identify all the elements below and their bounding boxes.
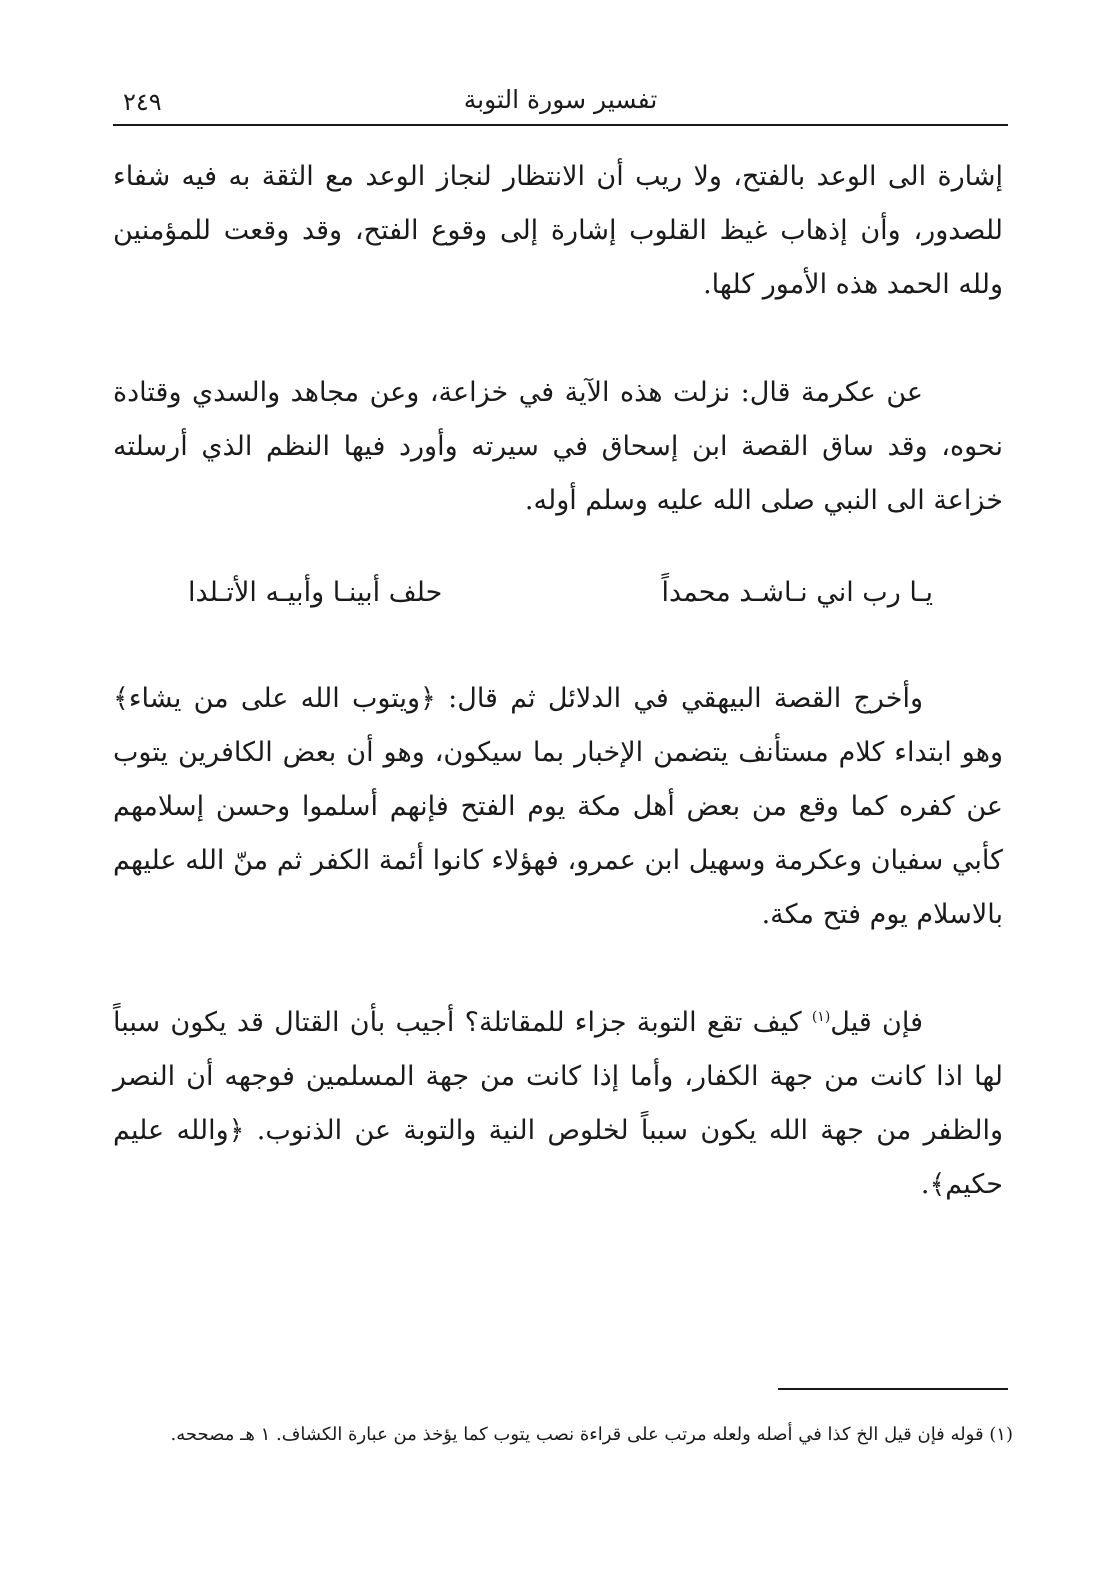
footnote-divider [778,1388,1008,1390]
paragraph-3: وأخرج القصة البيهقي في الدلائل ثم قال: ﴿ويتوب الله على من يشاء﴾ وهو ابتداء كلام مستأنف يتضمن الإخبار بما سيكون، وهو أن بعض الكافرين يتوب عن كفره كما وقع من بعض أهل مكة يوم الفتح فإنهم أسلموا وحسن إسلامهم كأبي سفيان وعكرمة وسهيل ابن عمرو، فهؤلاء كانوا أئمة الكفر ثم منّ الله عليهم بالاسلام يوم فتح مكة. [113,683,1003,930]
paragraph-2: عن عكرمة قال: نزلت هذه الآية في خزاعة، وعن مجاهد والسدي وقتادة نحوه، وقد ساق القصة ابن إسحاق في سيرته وأورد فيها النظم الذي أرسلته خزاعة الى النبي صلى الله عليه وسلم أوله. [113,377,1003,516]
paragraph-1: إشارة الى الوعد بالفتح، ولا ريب أن الانتظار لنجاز الوعد مع الثقة به فيه شفاء للصدور، وأن إذهاب غيظ القلوب إشارة إلى وقوع الفتح، وقد وقعت للمؤمنين ولله الحمد هذه الأمور كلها. [113,161,1003,300]
footnote-reference[interactable]: (١) [811,1009,831,1025]
poem-verse [113,566,1003,620]
paragraph-4 [113,996,1003,1212]
running-title: تفسير سورة التوبة [463,85,658,114]
poem-second-hemistich: حلف أبينـا وأبيـه الأتـلدا [188,577,443,608]
header-divider [113,124,1008,126]
paragraph-4-lead: فإن قيل [830,1007,923,1038]
page-header [113,82,1008,122]
paragraph-4-body: كيف تقع التوبة جزاء للمقاتلة؟ أجيب بأن القتال قد يكون سبباً لها اذا كانت من جهة الكفار، وأما إذا كانت من جهة المسلمين فوجهه أن النصر والظفر من جهة الله يكون سبباً لخلوص النية والتوبة عن الذنوب. ﴿والله عليم حكيم﴾. [113,1007,1003,1200]
poem-first-hemistich: يـا رب اني نـاشـد محمداً [661,577,933,608]
footnote: (١) قوله فإن قيل الخ كذا في أصله ولعله مرتب على قراءة نصب يتوب كما يؤخذ من عبارة الكشاف. ١ هـ مصححه. [170,1424,1013,1445]
page-number: ٢٤٩ [123,88,162,116]
